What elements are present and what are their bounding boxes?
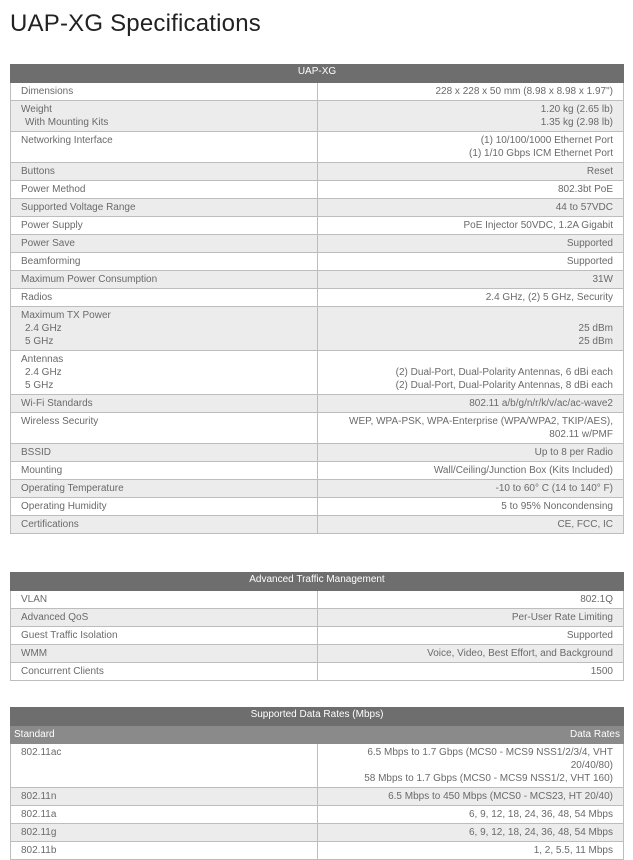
label-text: Operating Humidity <box>21 501 107 512</box>
row-value <box>317 663 624 681</box>
row-value <box>317 498 624 516</box>
row-label <box>11 498 318 516</box>
row-label <box>11 516 318 534</box>
table-row <box>11 83 624 101</box>
row-value <box>317 351 624 395</box>
row-label <box>11 788 318 806</box>
value-text: 5 to 95% Noncondensing <box>501 501 613 512</box>
label-text: Weight <box>21 104 52 115</box>
row-value <box>317 199 624 217</box>
row-value <box>317 101 624 132</box>
row-label <box>11 163 318 181</box>
row-label <box>11 132 318 163</box>
sub-label-text: 2.4 GHz <box>25 367 62 378</box>
sub-label-text: 2.4 GHz <box>25 323 62 334</box>
row-value <box>317 132 624 163</box>
value-text: Supported <box>566 256 613 267</box>
table-row <box>11 788 624 806</box>
row-value <box>317 217 624 235</box>
row-label <box>11 253 318 271</box>
row-label <box>11 480 318 498</box>
row-value <box>317 83 624 101</box>
row-label <box>11 83 318 101</box>
row-value <box>317 271 624 289</box>
row-label <box>11 217 318 235</box>
label-text: Radios <box>21 292 53 303</box>
row-value <box>317 645 624 663</box>
table-row <box>11 516 624 534</box>
table-row <box>11 163 624 181</box>
table-row <box>11 744 624 788</box>
label-text: Operating Temperature <box>21 483 124 494</box>
label-text: Buttons <box>21 166 55 177</box>
value-text: 802.1Q <box>580 594 613 605</box>
row-label <box>11 663 318 681</box>
table-row <box>11 627 624 645</box>
column-header-data-rates: Data Rates <box>317 726 624 744</box>
value-text: 6.5 Mbps to 1.7 Gbps (MCS0 - MCS9 NSS1/2/3/4, VHT 20/40/80) <box>367 747 613 771</box>
row-label <box>11 101 318 132</box>
row-value <box>317 609 624 627</box>
value-text: 6.5 Mbps to 450 Mbps (MCS0 - MCS23, HT 20/40) <box>388 791 613 802</box>
row-value <box>317 591 624 609</box>
label-text: 802.11n <box>21 791 57 802</box>
table-row <box>11 462 624 480</box>
table-row <box>11 444 624 462</box>
value-text: 31W <box>592 274 613 285</box>
table-row <box>11 289 624 307</box>
label-text: Power Supply <box>21 220 83 231</box>
value-text: Wall/Ceiling/Junction Box (Kits Included) <box>433 465 613 476</box>
row-label <box>11 444 318 462</box>
row-label <box>11 181 318 199</box>
label-text: 802.11g <box>21 827 57 838</box>
row-label <box>11 462 318 480</box>
row-label <box>11 627 318 645</box>
table-row <box>11 217 624 235</box>
column-header-standard: Standard <box>11 726 318 744</box>
value-text: (1) 1/10 Gbps ICM Ethernet Port <box>469 148 613 159</box>
table-row <box>11 806 624 824</box>
table-row <box>11 199 624 217</box>
value-text: 6, 9, 12, 18, 24, 36, 48, 54 Mbps <box>469 827 613 838</box>
sub-label-text: 5 GHz <box>25 336 54 347</box>
table-row <box>11 609 624 627</box>
value-text: (2) Dual-Port, Dual-Polarity Antennas, 8 dBi each <box>395 380 613 391</box>
value-text: Per-User Rate Limiting <box>511 612 613 623</box>
table-row <box>11 307 624 351</box>
row-label <box>11 271 318 289</box>
value-text: 25 dBm <box>578 336 613 347</box>
row-value <box>317 480 624 498</box>
value-text: 1.20 kg (2.65 lb) <box>540 104 613 115</box>
value-text: 58 Mbps to 1.7 Gbps (MCS0 - MCS9 NSS1/2, VHT 160) <box>364 773 613 784</box>
row-label <box>11 307 318 351</box>
row-label <box>11 289 318 307</box>
label-text: VLAN <box>21 594 48 605</box>
table-row <box>11 235 624 253</box>
value-text: 1.35 kg (2.98 lb) <box>540 117 613 128</box>
label-text: Maximum TX Power <box>21 310 111 321</box>
value-text: CE, FCC, IC <box>557 519 613 530</box>
traffic-management-table <box>10 572 624 681</box>
sub-label-text: With Mounting Kits <box>25 117 109 128</box>
label-text: Wi-Fi Standards <box>21 398 93 409</box>
row-label <box>11 842 318 860</box>
label-text: Dimensions <box>21 86 74 97</box>
value-text <box>328 309 614 322</box>
label-text: Antennas <box>21 354 64 365</box>
row-value <box>317 413 624 444</box>
row-label <box>11 413 318 444</box>
value-text: 25 dBm <box>578 323 613 334</box>
label-text: Power Method <box>21 184 86 195</box>
row-value <box>317 516 624 534</box>
value-text: PoE Injector 50VDC, 1.2A Gigabit <box>463 220 613 231</box>
row-value <box>317 462 624 480</box>
row-value <box>317 806 624 824</box>
label-text: Mounting <box>21 465 63 476</box>
traffic-management-table-header: Advanced Traffic Management <box>11 573 624 591</box>
specifications-table <box>10 64 624 534</box>
row-value <box>317 253 624 271</box>
sub-label-text: 5 GHz <box>25 380 54 391</box>
table-row <box>11 842 624 860</box>
value-text: (1) 10/100/1000 Ethernet Port <box>480 135 613 146</box>
label-text: WMM <box>21 648 48 659</box>
label-text: Power Save <box>21 238 75 249</box>
row-label <box>11 609 318 627</box>
row-label <box>11 199 318 217</box>
table-row <box>11 480 624 498</box>
row-label <box>11 744 318 788</box>
table-row <box>11 271 624 289</box>
value-text: 802.11 a/b/g/n/r/k/v/ac/ac-wave2 <box>469 398 613 409</box>
table-row <box>11 824 624 842</box>
label-text: Guest Traffic Isolation <box>21 630 118 641</box>
value-text: -10 to 60° C (14 to 140° F) <box>495 483 613 494</box>
table-row <box>11 181 624 199</box>
label-text: BSSID <box>21 447 52 458</box>
value-text: Up to 8 per Radio <box>534 447 613 458</box>
table-row <box>11 132 624 163</box>
row-value <box>317 163 624 181</box>
value-text: 2.4 GHz, (2) 5 GHz, Security <box>485 292 613 303</box>
table-row <box>11 253 624 271</box>
value-text: 1500 <box>590 666 613 677</box>
table-row <box>11 413 624 444</box>
row-label <box>11 645 318 663</box>
row-label <box>11 395 318 413</box>
label-text: 802.11ac <box>21 747 62 758</box>
table-row <box>11 645 624 663</box>
table-row <box>11 663 624 681</box>
label-text: Wireless Security <box>21 416 99 427</box>
row-value <box>317 289 624 307</box>
row-label <box>11 824 318 842</box>
table-row <box>11 591 624 609</box>
table-row <box>11 498 624 516</box>
value-text: Voice, Video, Best Effort, and Background <box>427 648 613 659</box>
value-text: WEP, WPA-PSK, WPA-Enterprise (WPA/WPA2, TKIP/AES), 802.11 w/PMF <box>349 416 613 440</box>
label-text: 802.11a <box>21 809 57 820</box>
value-text: 802.3bt PoE <box>557 184 613 195</box>
row-value <box>317 395 624 413</box>
row-value <box>317 444 624 462</box>
label-text: Networking Interface <box>21 135 113 146</box>
table-row <box>11 351 624 395</box>
row-value <box>317 307 624 351</box>
row-value <box>317 824 624 842</box>
row-label <box>11 591 318 609</box>
label-text: Beamforming <box>21 256 81 267</box>
value-text: 228 x 228 x 50 mm (8.98 x 8.98 x 1.97") <box>435 86 613 97</box>
value-text: Reset <box>586 166 613 177</box>
table-row <box>11 395 624 413</box>
value-text <box>328 353 614 366</box>
value-text: 6, 9, 12, 18, 24, 36, 48, 54 Mbps <box>469 809 613 820</box>
value-text: Supported <box>566 238 613 249</box>
row-value <box>317 842 624 860</box>
label-text: 802.11b <box>21 845 57 856</box>
value-text: 44 to 57VDC <box>555 202 613 213</box>
row-value <box>317 181 624 199</box>
row-label <box>11 235 318 253</box>
value-text: Supported <box>566 630 613 641</box>
row-label <box>11 806 318 824</box>
label-text: Advanced QoS <box>21 612 89 623</box>
data-rates-table <box>10 707 624 860</box>
row-value <box>317 627 624 645</box>
table-row <box>11 101 624 132</box>
label-text: Concurrent Clients <box>21 666 104 677</box>
label-text: Maximum Power Consumption <box>21 274 158 285</box>
specifications-table-header: UAP-XG <box>11 65 624 83</box>
row-value <box>317 235 624 253</box>
label-text: Supported Voltage Range <box>21 202 136 213</box>
row-value <box>317 788 624 806</box>
row-value <box>317 744 624 788</box>
data-rates-table-header: Supported Data Rates (Mbps) <box>11 708 624 726</box>
label-text: Certifications <box>21 519 79 530</box>
value-text: 1, 2, 5.5, 11 Mbps <box>533 845 613 856</box>
value-text: (2) Dual-Port, Dual-Polarity Antennas, 6 dBi each <box>395 367 613 378</box>
page-title: UAP-XG Specifications <box>10 10 261 37</box>
row-label <box>11 351 318 395</box>
